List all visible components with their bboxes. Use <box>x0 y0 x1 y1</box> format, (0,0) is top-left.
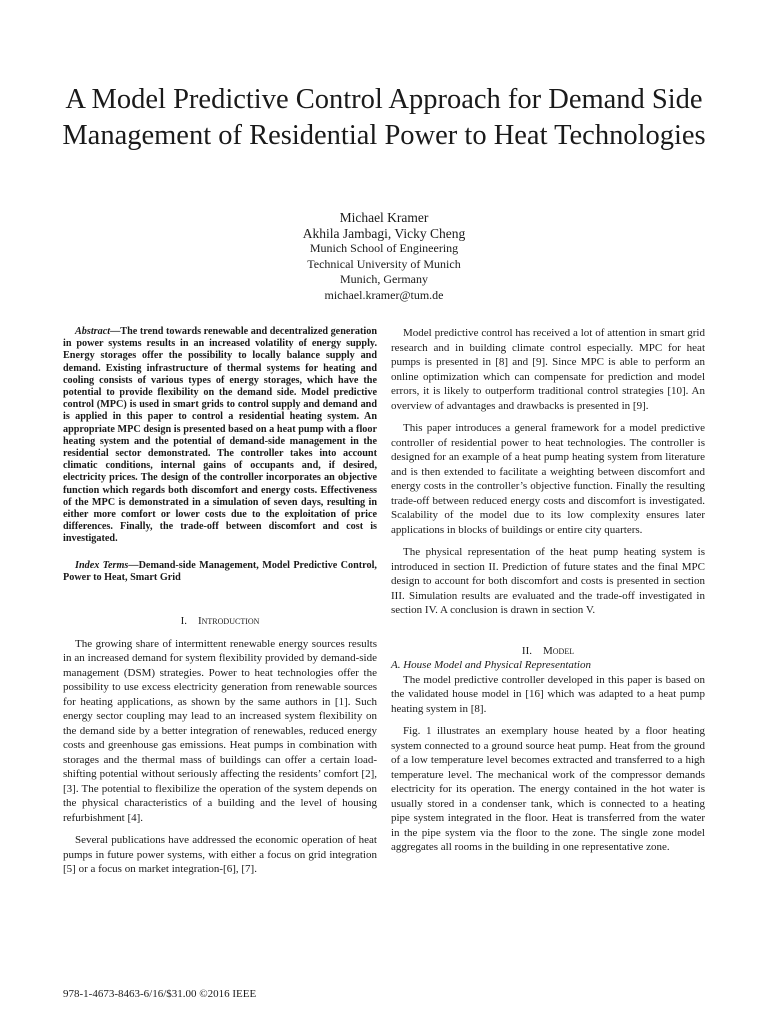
index-terms-label: Index Terms <box>75 559 129 571</box>
abstract-dash: — <box>110 326 121 337</box>
index-terms-text: —Demand-side Management, Model Predictive Control, Power to Heat, Smart Grid <box>63 559 377 583</box>
author-email: michael.kramer@tum.de <box>324 287 444 302</box>
section-number: I. <box>180 615 187 628</box>
author-names-secondary: Akhila Jambagi, Vicky Cheng <box>302 225 466 241</box>
abstract-text: The trend towards renewable and decentralized generation in power systems results in an increased volatility of energy supply. Energy storages offer the possibility to locally balance supply and demand. Existing infrastructure of thermal systems for heating and cooling consists of various types of energy storages, which have the potential to provide flexibility on the demand side. Model predictive control (MPC) is used in smart grids to control supply and demand and is applied in this paper to control a residential heating system. An appropriate MPC design is presented based on a heat pump with a floor heating system and the potential of demand-side management in the residential sector demonstrated. The controller takes into account climatic conditions, internal gains of occupants and, if desired, electricity prices. The design of the controller incorporates an objective function which regards both discomfort and energy costs. Effectiveness of the MPC is demonstrated in a simulation of seven days, resulting in either more comfort or lower costs due to the exploitation of price differences. Finally, the trade-off between discomfort and cost is investigated. <box>63 326 377 545</box>
outline-paragraph: The physical representation of the heat pump heating system is introduced in section II. Prediction of future states and the final MPC design to account for both discomfort and costs is presented in section III. Simulation results are evaluated and the trade-off investigated in section IV. A conclusion is drawn in section V. <box>391 546 705 616</box>
section-title: Introduction <box>197 615 260 628</box>
index-terms <box>63 560 377 584</box>
paper-title: A Model Predictive Control Approach for Demand Side Management of Residential Power to Heat Technologies <box>62 84 706 151</box>
mpc-paragraph: Model predictive control has received a lot of attention in smart grid research and in building climate control especially. MPC for heat pumps is presented in [8] and [9]. Since MPC is able to perform an online optimization which can compensate for prediction and model errors, it is likely to outperform traditional control strategies [10]. An overview of advantages and drawbacks is presented in [9]. <box>391 327 705 412</box>
section-heading-introduction <box>63 614 377 629</box>
subsection-heading: A. House Model and Physical Representation <box>391 659 591 671</box>
author-block <box>200 210 568 303</box>
abstract-label: Abstract <box>75 326 111 337</box>
affiliation-university: Technical University of Munich <box>307 256 461 271</box>
model-paragraph-1: The model predictive controller developed in this paper is based on the validated house model in [16] which was adapted to a heat pump heating system in [8]. <box>391 673 705 715</box>
author-name-primary: Michael Kramer <box>339 210 429 225</box>
abstract <box>63 326 377 546</box>
copyright-footer: 978-1-4673-8463-6/16/$31.00 ©2016 IEEE <box>63 988 257 1000</box>
right-column <box>391 326 705 855</box>
section-title: Model <box>542 644 575 657</box>
model-paragraph-2: Fig. 1 illustrates an exemplary house heated by a floor heating system connected to a ground source heat pump. Heat from the ground of a low temperature level becomes extracted and transferred to a high temperature level. The mechanical work of the compressor demands electricity for its operation. The energy contained in the hot water is usually stored in a condenser tank, which is connected to a heating pipe system integrated in the floor. Heat is transferred from the water in the pipe system via the floor to the zone. The single zone model aggregates all rooms in the building in one representative zone. <box>391 725 705 853</box>
left-column <box>63 326 377 877</box>
section-heading-model <box>391 644 705 659</box>
affiliation-school: Munich School of Engineering <box>309 241 459 255</box>
intro-paragraph-2: Several publications have addressed the economic operation of heat pumps in future power systems, with either a focus on grid integration [5] or a focus on market integration-[6], [7]. <box>63 834 377 876</box>
section-number: II. <box>521 644 532 657</box>
framework-paragraph: This paper introduces a general framework for a model predictive controller of residential power to heat technologies. The controller is designed for an example of a heat pump heating system from literature and is then extended to facilitate a weighting between discomfort and energy costs in the controller’s objective function. Finally the resulting trade-off between reduced energy costs and discomfort is investigated. Scalability of the model due to its low complexity ensures later applications in blocks of buildings or entire city quarters. <box>391 422 705 536</box>
affiliation-location: Munich, Germany <box>340 272 428 286</box>
intro-paragraph-1: The growing share of intermittent renewable energy sources results in an increased demand for system flexibility provided by demand-side management (DSM) strategies. Power to heat technologies offer the possibility to use excess electricity generation from renewable sources for heating applications, as shown by the same authors in [1]. Such energy sector coupling may lead to an increased system flexibility on the demand side by a better integration of renewables, reduced energy costs and greenhouse gas emissions. Heat pumps in combination with storages and the thermal mass of buildings can offer a certain load-shifting potential without seriously affecting the residents’ comfort [2], [3]. The potential to flexibilize the operation of the system depends on the physical characteristics of a building and the level of housing refurbishment [4]. <box>63 637 377 824</box>
